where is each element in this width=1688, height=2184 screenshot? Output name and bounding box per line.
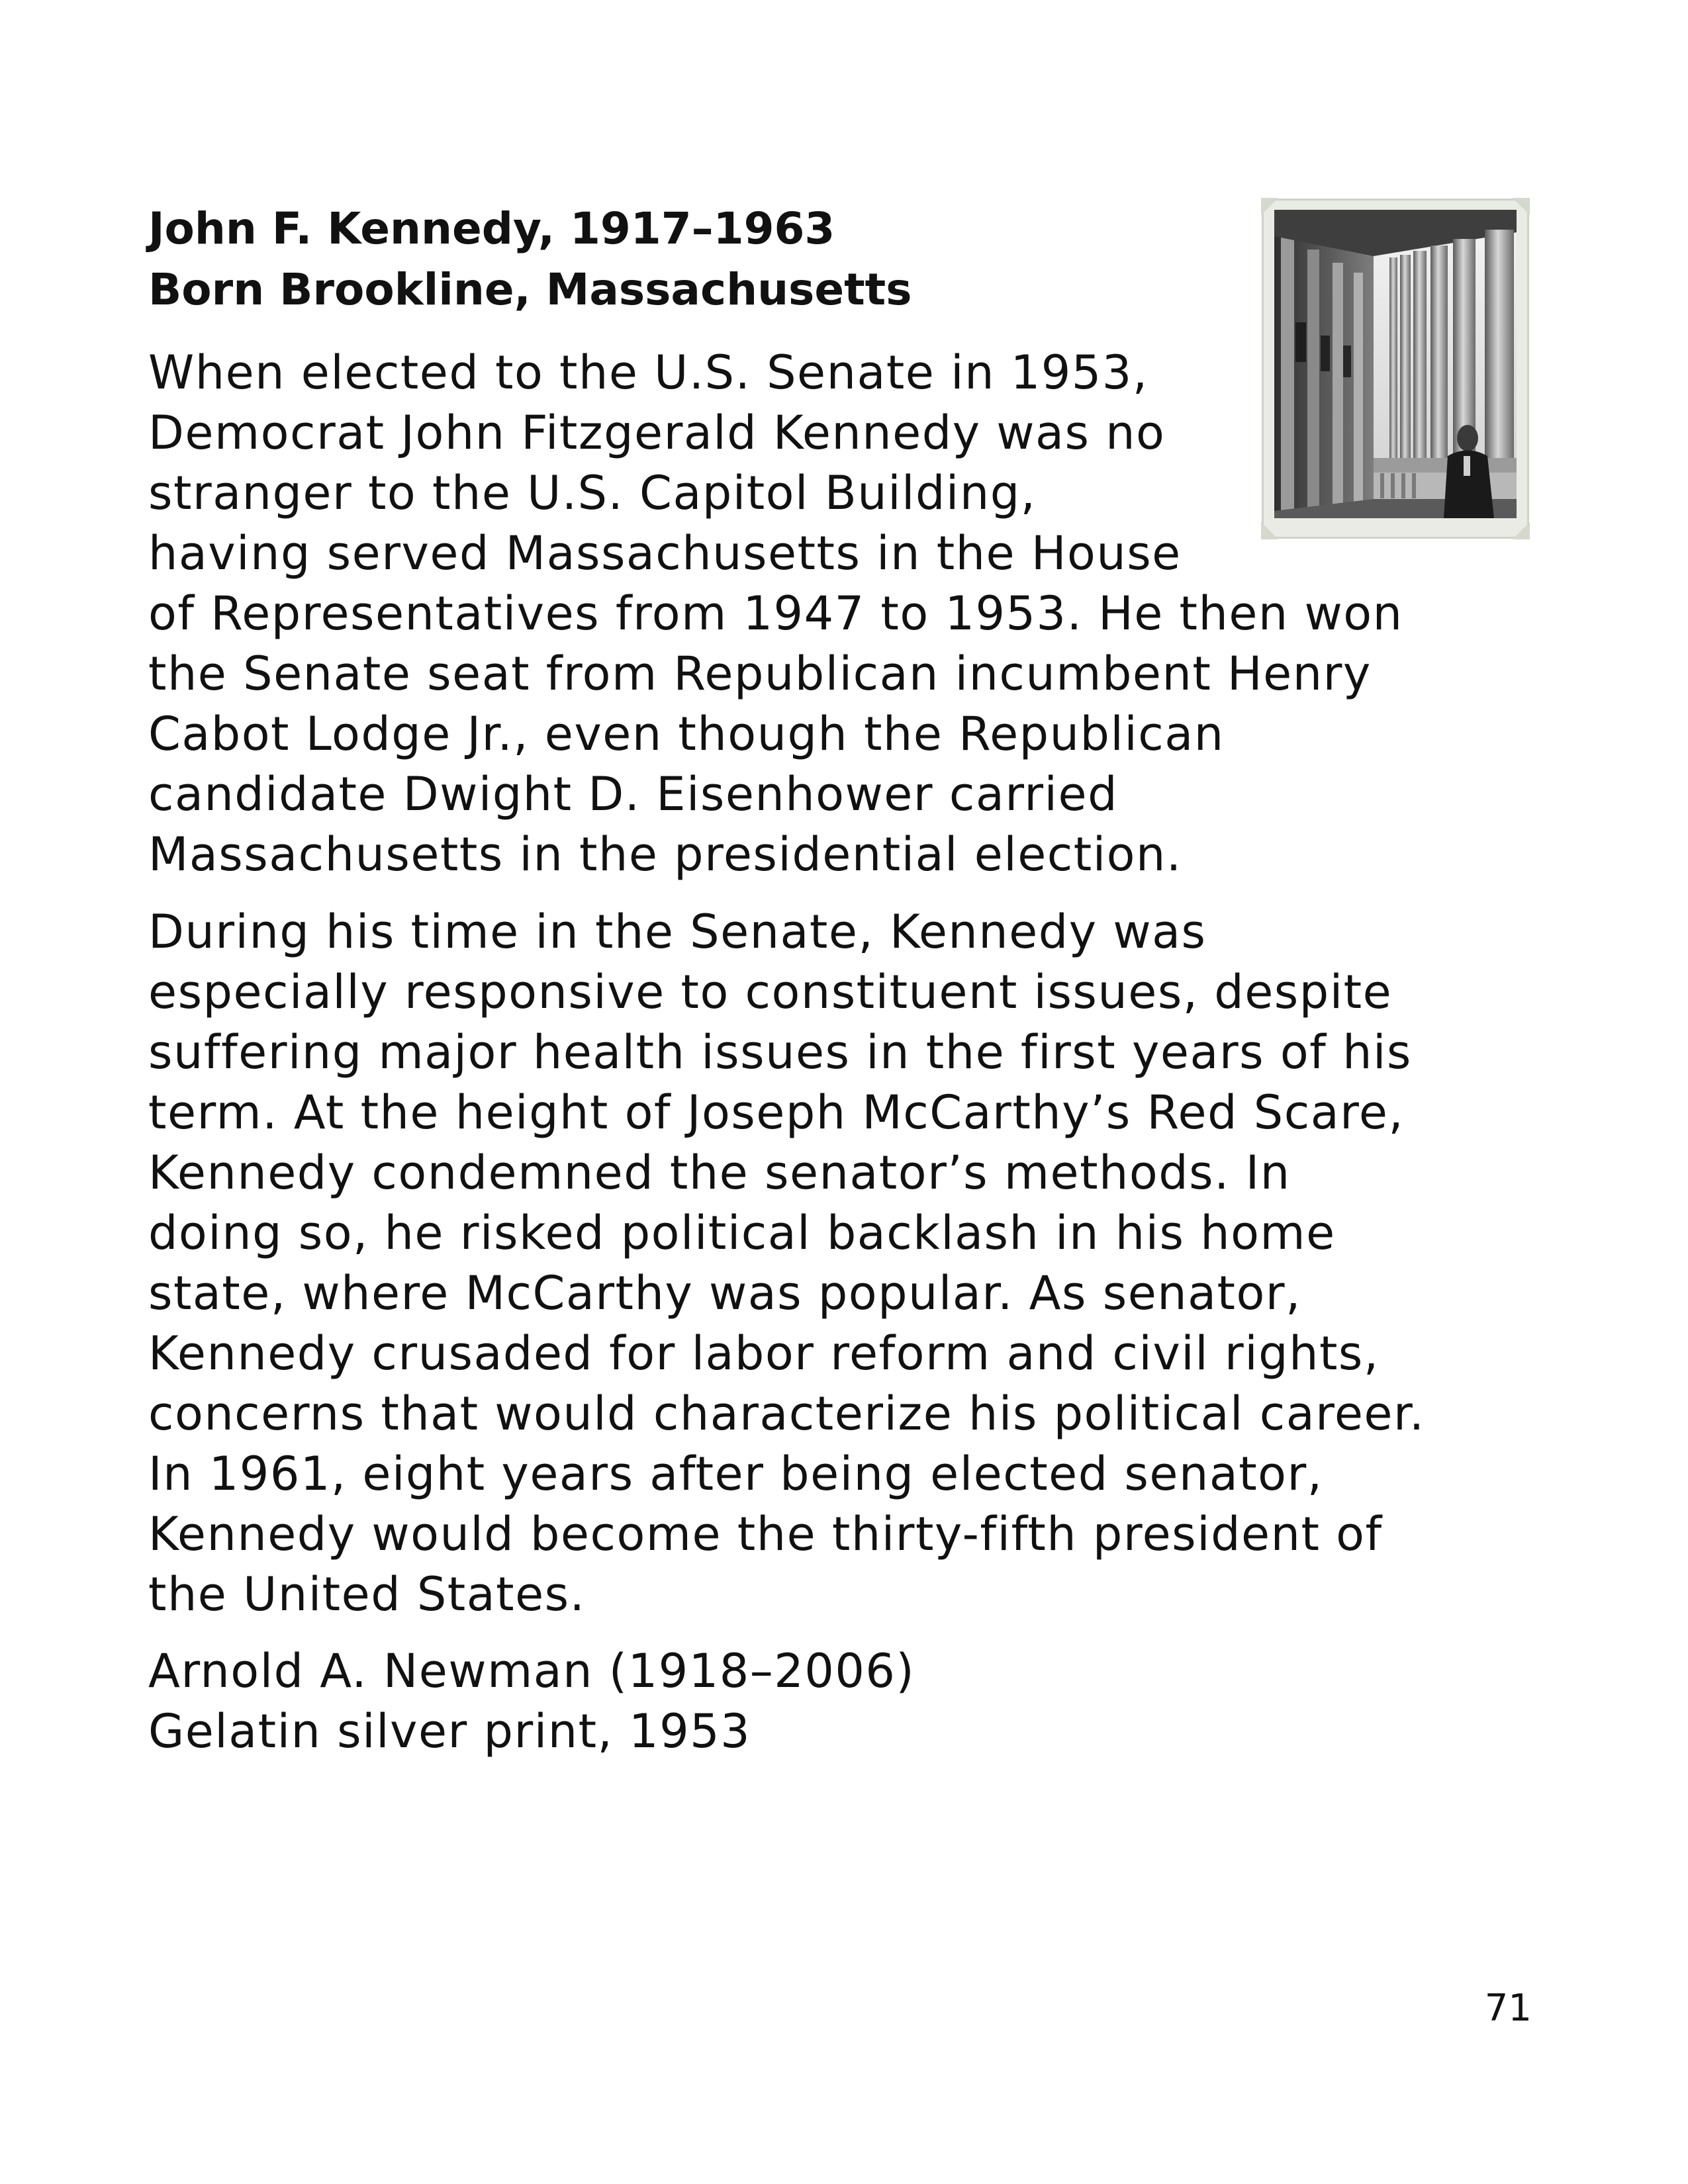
title-birthplace: Born Brookline, Massachusetts	[148, 264, 912, 315]
credit-medium: Gelatin silver print, 1953	[148, 1704, 751, 1758]
text-line: Kennedy crusaded for labor reform and civil rights,	[148, 1326, 1380, 1381]
text-line: state, where McCarthy was popular. As senator,	[148, 1266, 1301, 1320]
text-line: of Representatives from 1947 to 1953. He then won	[148, 586, 1403, 641]
paragraph-senate-election	[148, 343, 1403, 885]
paragraph-senate-career	[148, 902, 1425, 1625]
text-line: the United States.	[148, 1567, 586, 1621]
text-line: the Senate seat from Republican incumbent Henry	[148, 647, 1372, 701]
text-line: candidate Dwight D. Eisenhower carried	[148, 767, 1118, 821]
text-line: term. At the height of Joseph McCarthy’s Red Scare,	[148, 1085, 1405, 1140]
page-number: 71	[1484, 1987, 1532, 2030]
text-line: stranger to the U.S. Capitol Building,	[148, 466, 1037, 520]
title-name-dates: John F. Kennedy, 1917–1963	[148, 203, 835, 254]
text-line: having served Massachusetts in the House	[148, 526, 1182, 580]
text-line: especially responsive to constituent issues, despite	[148, 965, 1393, 1019]
photo-corner-mount	[1513, 522, 1530, 539]
text-line: In 1961, eight years after being elected senator,	[148, 1447, 1323, 1501]
text-line: Kennedy would become the thirty-fifth president of	[148, 1507, 1383, 1561]
text-line: suffering major health issues in the first years of his	[148, 1025, 1412, 1079]
text-line: concerns that would characterize his political career.	[148, 1387, 1425, 1441]
photo-credit	[148, 1641, 915, 1762]
text-line: Kennedy condemned the senator’s methods. In	[148, 1146, 1291, 1200]
text-line: Democrat John Fitzgerald Kennedy was no	[148, 406, 1166, 460]
credit-artist: Arnold A. Newman (1918–2006)	[148, 1644, 915, 1698]
text-line: Cabot Lodge Jr., even though the Republican	[148, 707, 1225, 761]
text-line: During his time in the Senate, Kennedy was	[148, 905, 1207, 959]
page-title	[148, 199, 1234, 320]
text-line: When elected to the U.S. Senate in 1953,	[148, 345, 1149, 400]
text-line: doing so, he risked political backlash in his home	[148, 1206, 1336, 1260]
text-line: Massachusetts in the presidential election.	[148, 827, 1182, 882]
